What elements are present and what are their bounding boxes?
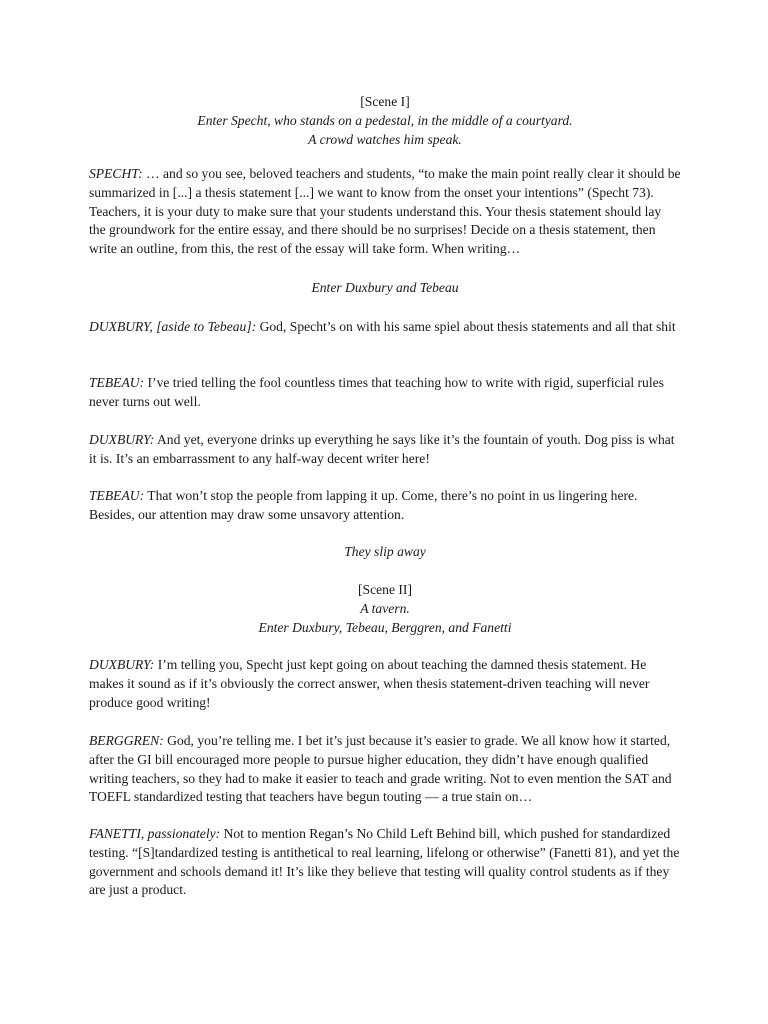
speaker-name: TEBEAU:	[89, 375, 145, 390]
speaker-name: BERGGREN:	[89, 733, 164, 748]
speech-duxbury-3	[89, 656, 681, 712]
speech-text: I’ve tried telling the fool countless times that teaching how to write with rigid, superficial rules never turns out well.	[89, 375, 664, 409]
speech-berggren	[89, 732, 681, 807]
speaker-name: DUXBURY, [aside to Tebeau]:	[89, 319, 257, 334]
scene-1-heading: [Scene I]	[360, 94, 410, 109]
speech-paragraph	[89, 431, 681, 469]
speech-fanetti	[89, 825, 681, 900]
speaker-name: FANETTI, passionately:	[89, 826, 221, 841]
speech-tebeau-1	[89, 374, 681, 412]
speech-paragraph	[89, 374, 681, 412]
stage-direction-exit	[89, 543, 681, 562]
speech-paragraph	[89, 656, 681, 712]
speech-duxbury-aside	[89, 318, 681, 337]
speech-text: God, you’re telling me. I bet it’s just because it’s easier to grade. We all know how it started, after the GI bill encouraged more people to pursue higher education, they didn’t have enough qualified writing teachers, so they had to make it easier to teach and grade writing. Not to even mention the SAT and TOEFL standardized testing that teachers have begun touting — a true stain on…	[89, 733, 672, 805]
scene-2-stage-direction-1: A tavern.	[360, 600, 410, 616]
stage-direction-text: They slip away	[344, 544, 426, 559]
scene-2-header	[89, 581, 681, 637]
speech-paragraph	[89, 318, 681, 337]
scene-1-stage-direction-1: Enter Specht, who stands on a pedestal, in the middle of a courtyard.	[197, 112, 573, 128]
speech-paragraph	[89, 732, 681, 807]
scene-2-heading: [Scene II]	[358, 582, 412, 597]
speaker-name: DUXBURY:	[89, 657, 155, 672]
speaker-name: SPECHT:	[89, 166, 143, 181]
speech-tebeau-2	[89, 487, 681, 525]
scene-1-stage-direction-2: A crowd watches him speak.	[308, 131, 462, 147]
speech-duxbury-2	[89, 431, 681, 469]
speech-paragraph	[89, 825, 681, 900]
scene-1-header	[89, 93, 681, 149]
speech-text: And yet, everyone drinks up everything he says like it’s the fountain of youth. Dog piss is what it is. It’s an embarrassment to any half-way decent writer here!	[89, 432, 675, 466]
speech-text: Not to mention Regan’s No Child Left Behind bill, which pushed for standardized testing. “[S]tandardized testing is antithetical to real learning, lifelong or otherwise” (Fanetti 81), and yet the government and schools demand it! It’s like they believe that testing will quality control students as if they are just a product.	[89, 826, 680, 898]
speech-text: That won’t stop the people from lapping it up. Come, there’s no point in us lingering here. Besides, our attention may draw some unsavory attention.	[89, 488, 638, 522]
speech-text: God, Specht’s on with his same spiel about thesis statements and all that shit	[256, 319, 676, 334]
speaker-name: DUXBURY:	[89, 432, 155, 447]
speech-paragraph	[89, 487, 681, 525]
scene-2-stage-direction-2: Enter Duxbury, Tebeau, Berggren, and Fanetti	[258, 619, 512, 635]
speech-paragraph	[89, 165, 681, 259]
speech-text: I’m telling you, Specht just kept going on about teaching the damned thesis statement. He makes it sound as if it’s obviously the correct answer, when thesis statement-driven teaching will never produce good writing!	[89, 657, 650, 710]
speaker-name: TEBEAU:	[89, 488, 145, 503]
speech-specht	[89, 165, 681, 259]
stage-direction-enter	[89, 279, 681, 298]
stage-direction-text: Enter Duxbury and Tebeau	[311, 280, 459, 295]
speech-text: … and so you see, beloved teachers and students, “to make the main point really clear it should be summarized in [...] a thesis statement [...] we want to know from the onset your intentions” (Specht 73). Teachers, it is your duty to make sure that your students understand this. Your thesis statement should lay the groundwork for the entire essay, and there should be no surprises! Decide on a thesis statement, then write an outline, from this, the rest of the essay will take form. When writing…	[89, 166, 681, 257]
